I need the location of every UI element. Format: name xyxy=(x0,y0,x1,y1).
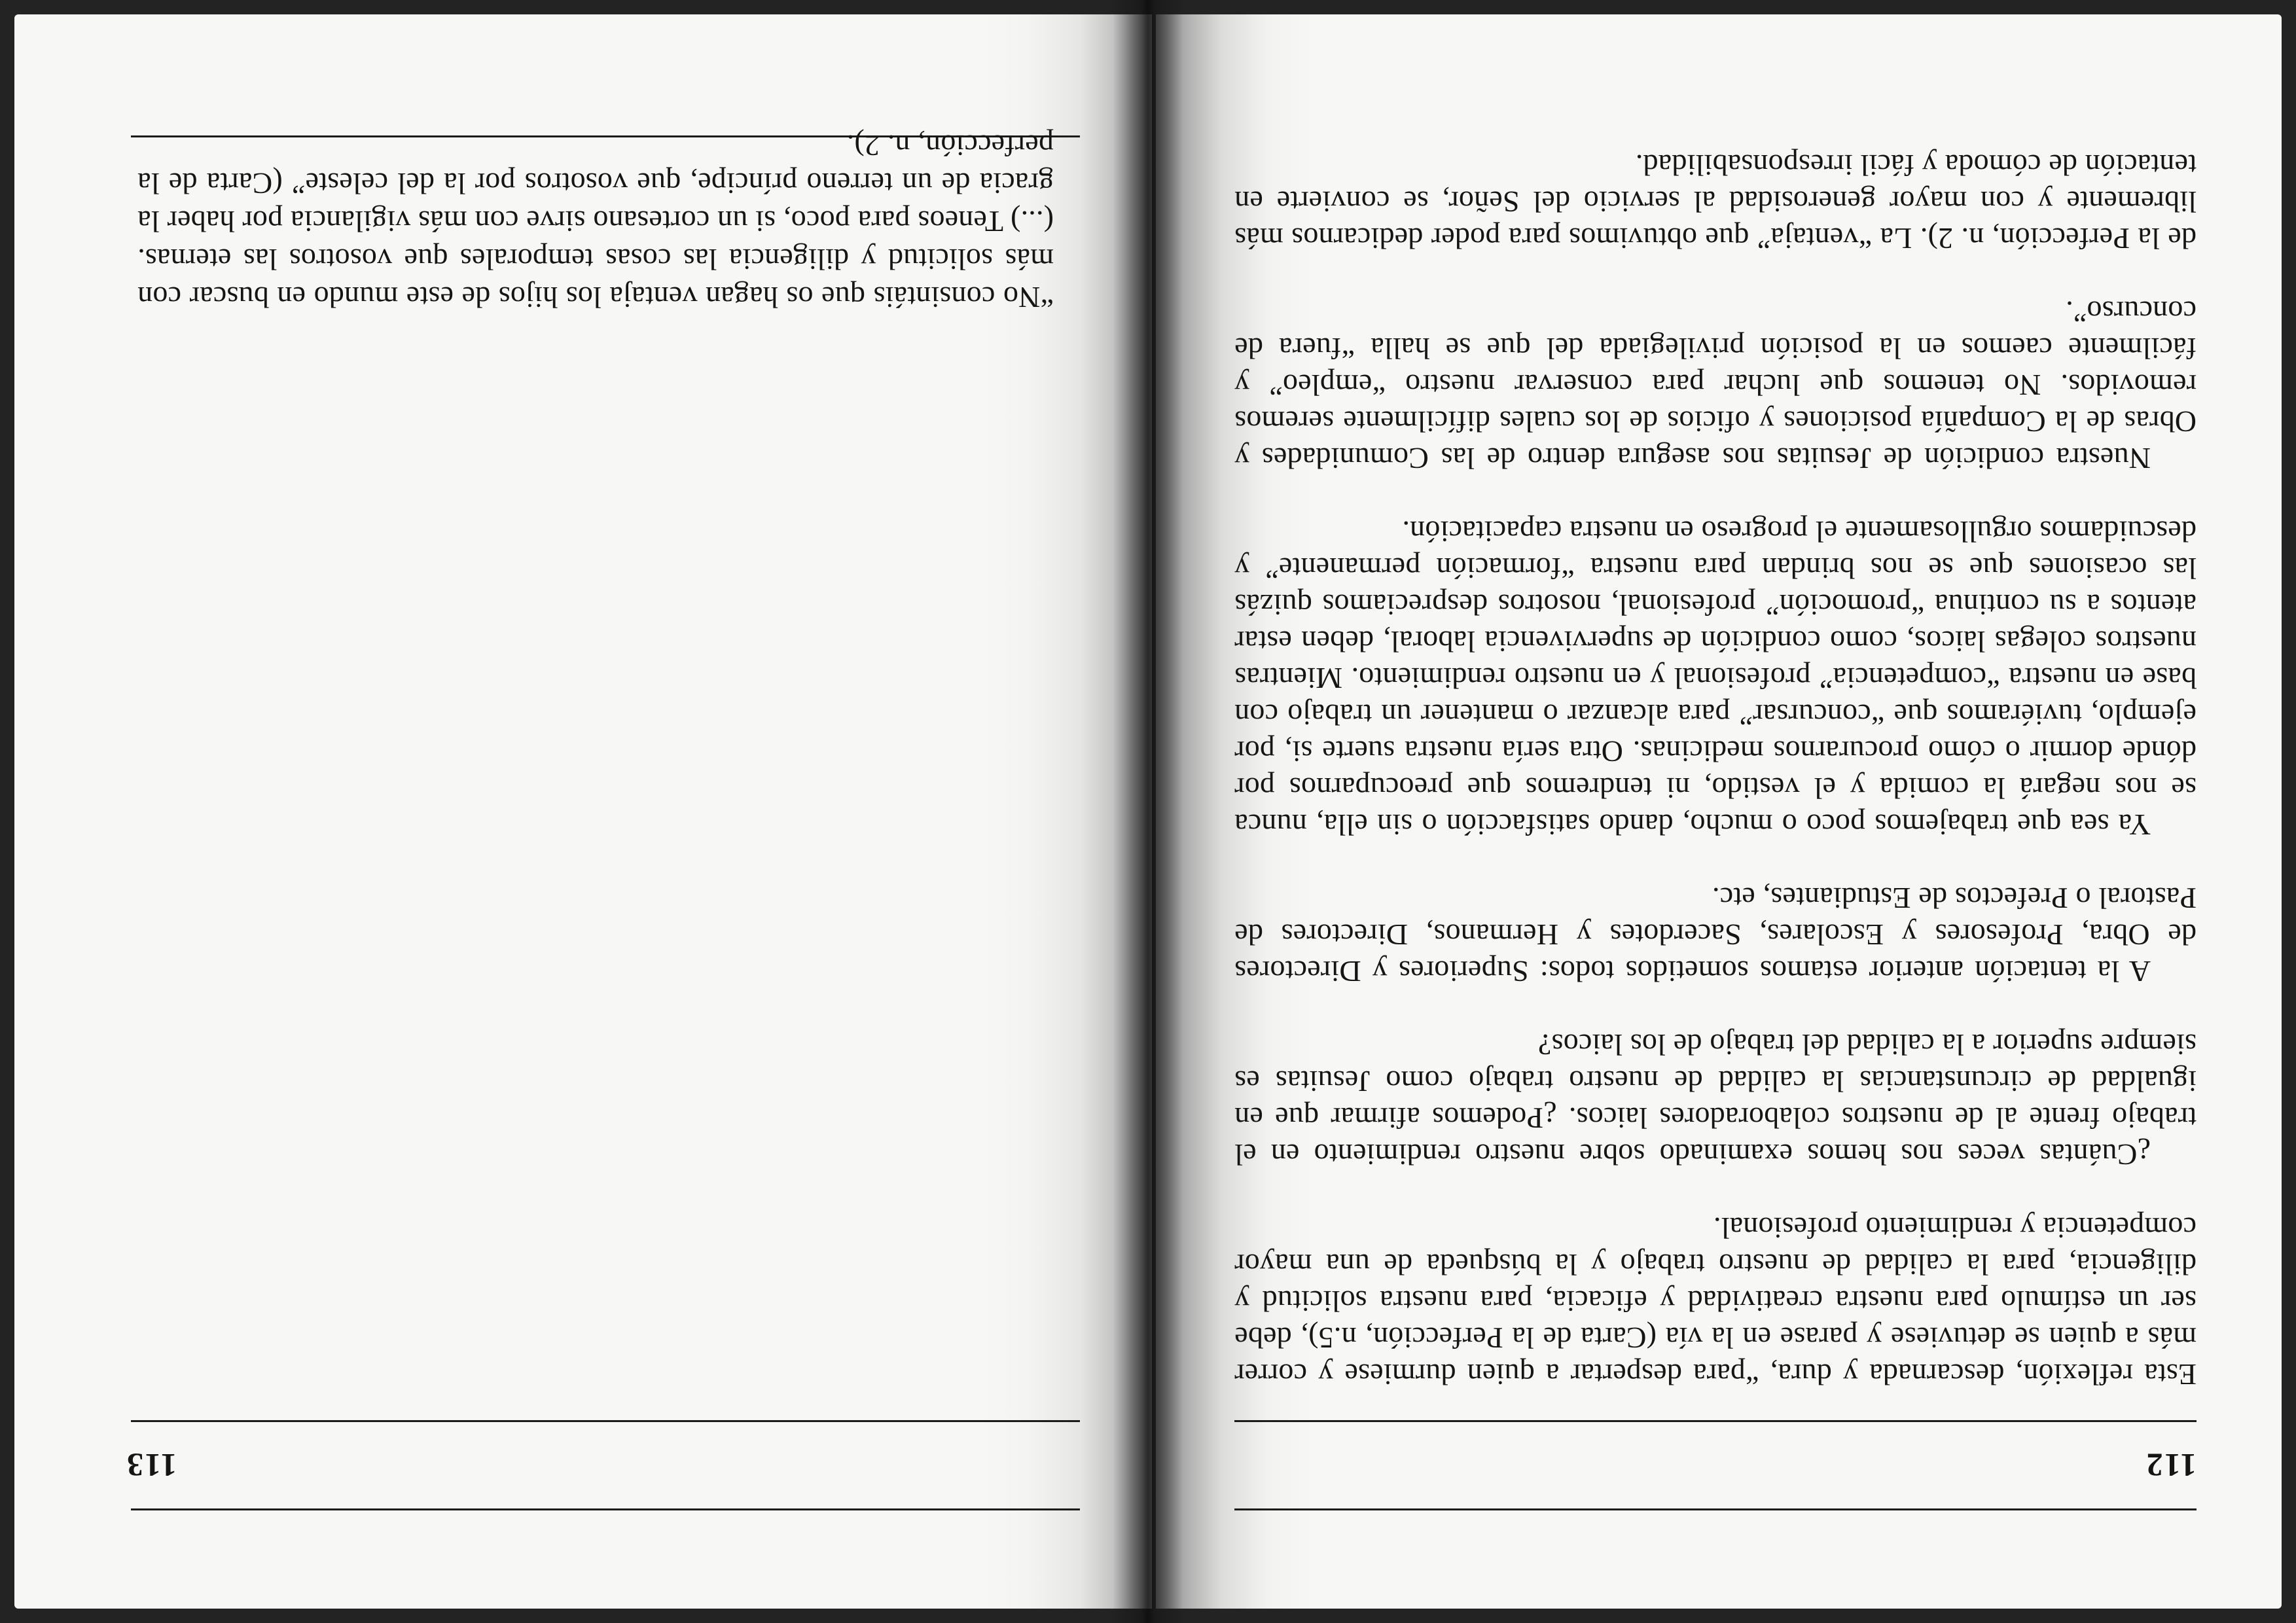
paragraph: de la Perfección, n. 2). La “ventaja” que obtuvimos para poder dedicarnos más libremente y con mayor generosidad al servicio del Señor, se convierte en tentación de cómoda y fácil irresponsabilidad. xyxy=(1234,149,2197,255)
book-gutter-shadow xyxy=(1113,0,1183,1623)
paragraph: Ya sea que trabajemos poco o mucho, dando satisfacción o sin ella, nunca se nos negará la comida y el vestido, ni tendremos que preocuparnos por dónde dormir o cómo procurarnos medicinas. Otra sería nuestra suerte si, por ejemplo, tuviéramos que “concursar” para alcanzar o mantener un trabajo con base en nuestra “competencia” profesional y en nuestro rendimiento. Mientras nuestros colegas laicos, como condición de supervivencia laboral, deben estar atentos a su continua “promoción” profesional, nosotros despreciamos quizás las ocasiones que se nos brindan para nuestra “formación permanente” y descuidamos orgullosamente el progreso en nuestra capacitación. xyxy=(1234,515,2197,842)
paragraph: A la tentación anterior estamos sometidos todos: Superiores y Directores de Obra, Profesores y Escolares, Sacerdotes y Hermanos, Directores de Pastoral o Prefectos de Estudiantes, etc. xyxy=(1234,882,2197,988)
footnote xyxy=(137,126,1054,316)
page-number: 112 xyxy=(2145,1447,2197,1484)
header-rule-top xyxy=(131,1508,1080,1510)
paragraph: Nuestra condición de Jesuitas nos asegura dentro de las Comunidades y Obras de la Compañía posiciones y oficios de los cuales difícilmente seremos removidos. No tenemos que luchar para conservar nuestro “empleo” y fácilmente caemos en la posición privilegiada del que se halla “fuera de concurso”. xyxy=(1234,295,2197,475)
page-number: 113 xyxy=(126,1447,177,1484)
page-112-body xyxy=(1234,110,2197,1393)
paragraph: ¿Cuántas veces nos hemos examinado sobre nuestro rendimiento en el trabajo frente al de nuestros colaboradores laicos. ¿Podemos afirmar que en igualdad de circunstancias la calidad de nuestro trabajo como Jesuitas es siempre superior a la calidad del trabajo de los laicos? xyxy=(1234,1028,2197,1171)
header-rule-top xyxy=(1234,1508,2197,1510)
paragraph: Esta reflexión, descarnada y dura, “para despertar a quien durmiese y correr más a quien se detuviese y parase en la vía (Carta de la Perfección, n.5), debe ser un estímulo para nuestra creatividad y eficacia, para nuestra solicitud y diligencia, para la calidad de nuestro trabajo y la búsqueda de una mayor competencia y rendimiento profesional. xyxy=(1234,1211,2197,1391)
page-112 xyxy=(1156,14,2282,1609)
header-rule-bottom xyxy=(1234,1420,2197,1422)
page-113 xyxy=(14,14,1152,1609)
footnote-text: “No consintáis que os hagan ventaja los hijos de este mundo en buscar con más solicitud y diligencia las cosas temporales que vosotros las eternas. (...) Teneos para poco, si un cortesano sirve con más vigilancia por haber la gracia de un terreno príncipe, que vosotros por la del celeste” (Carta de la perfección, n. 2). xyxy=(137,129,1054,314)
header-rule-bottom xyxy=(131,1420,1080,1422)
